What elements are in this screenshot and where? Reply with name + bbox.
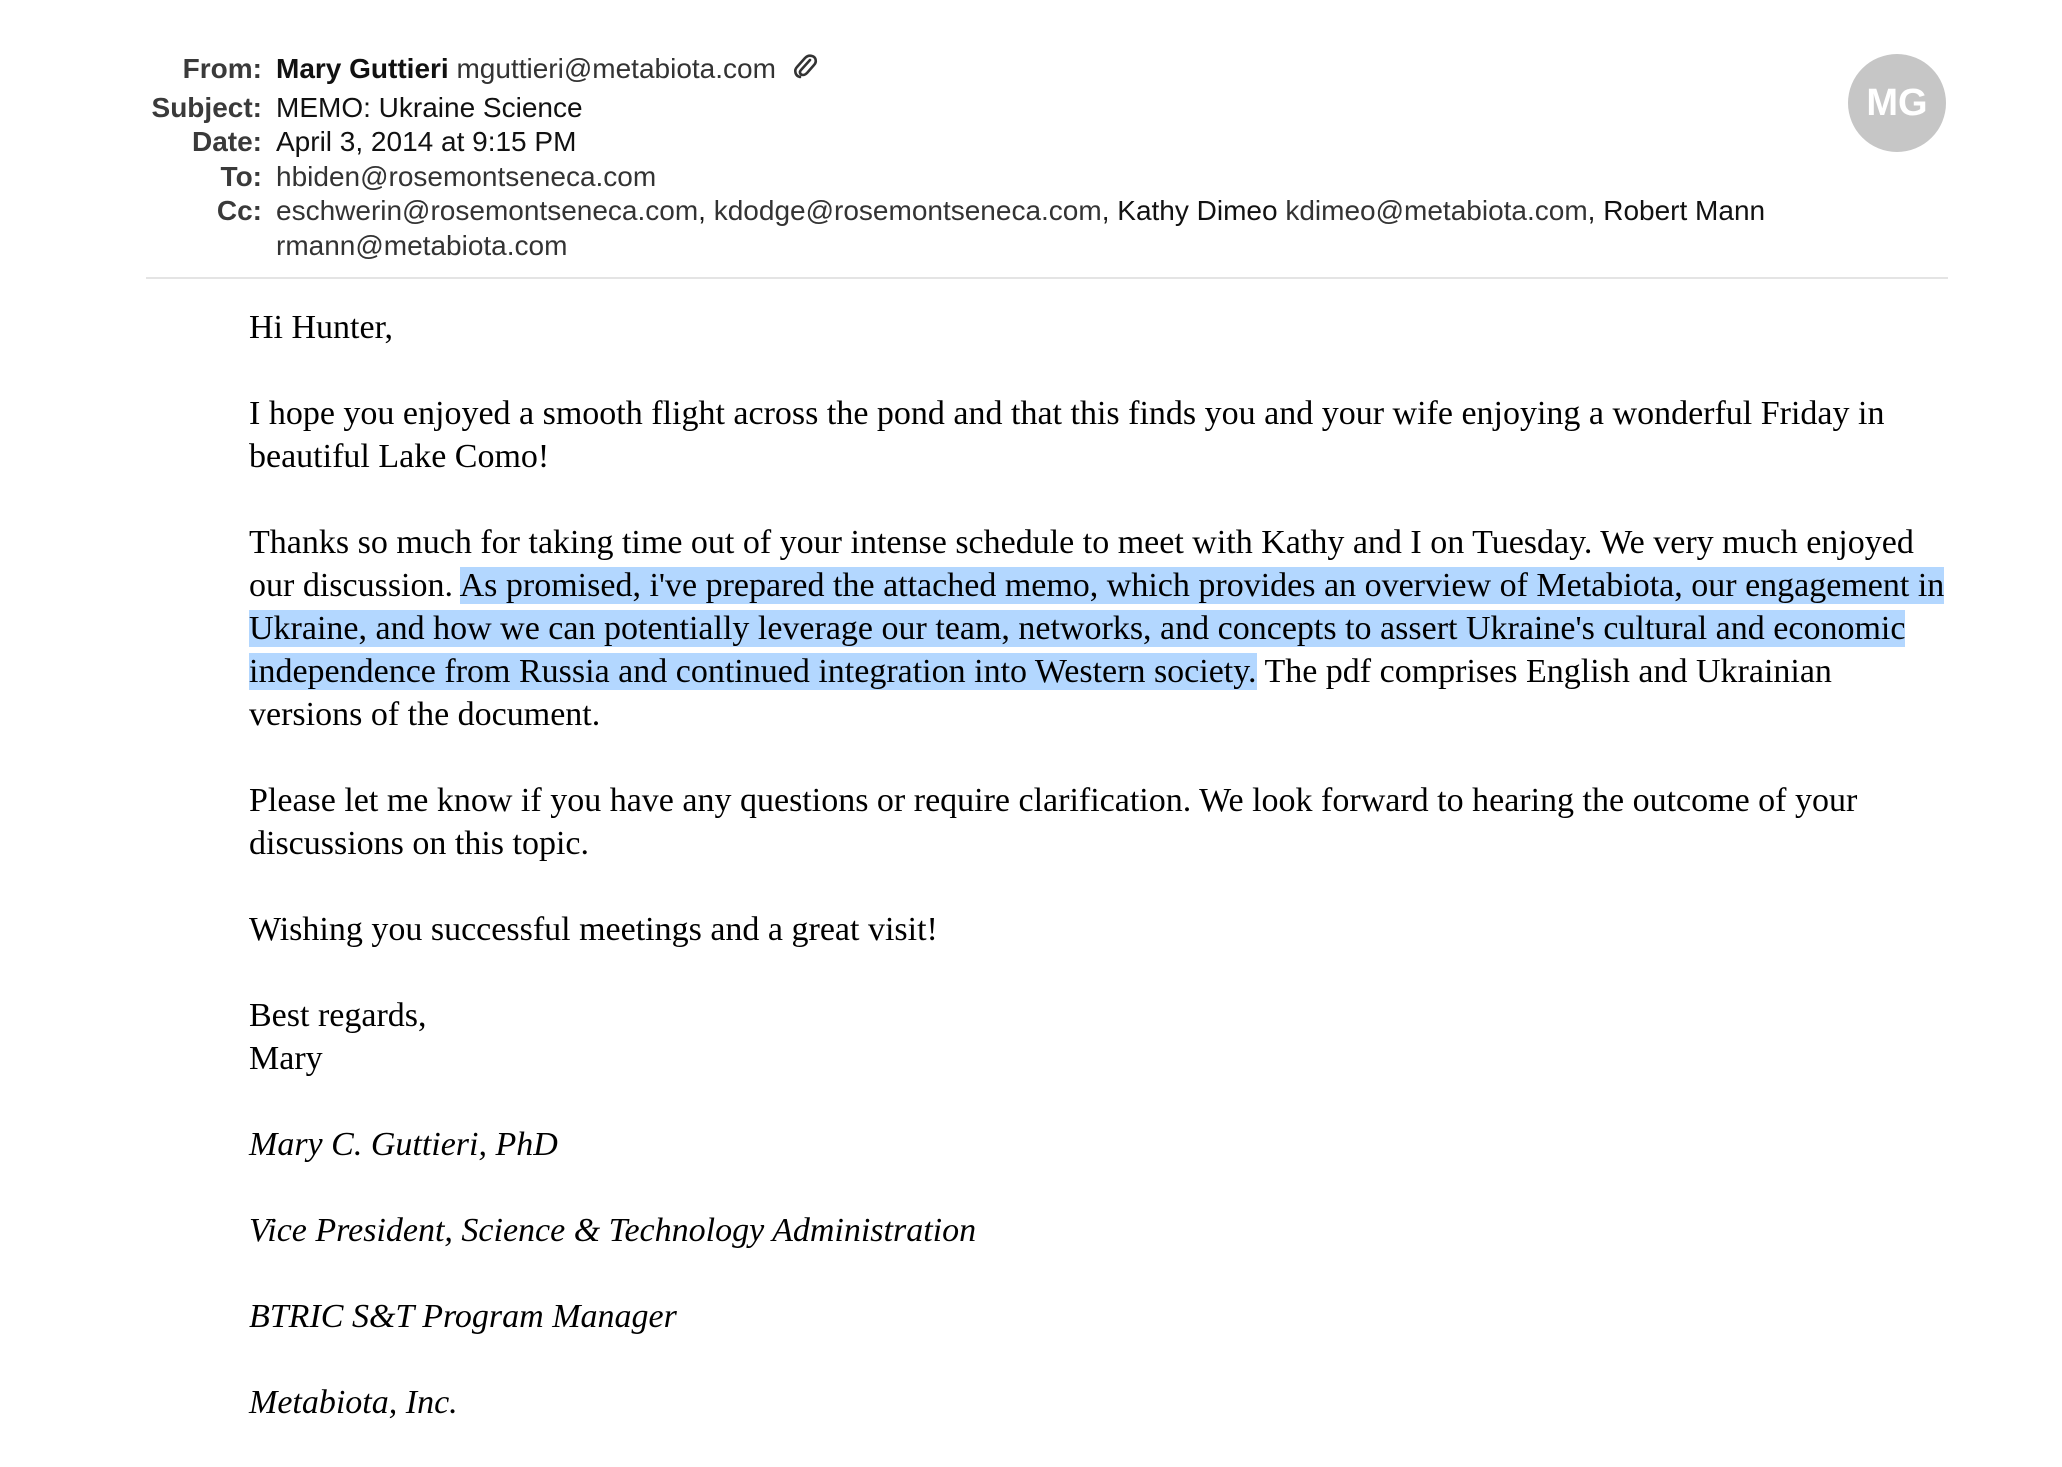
avatar: MG (1848, 54, 1946, 152)
sender-name[interactable]: Mary Guttieri (276, 53, 449, 84)
subject-row (0, 91, 1950, 126)
selected-text[interactable]: As promised, i've prepared the attached memo, which provides an overview of Metabiota, our engagement in Ukraine, and how we can potentially leverage our team, networks, and concepts to assert Ukraine's cultural and economic independence from Russia and continued integration into Western society. (249, 567, 1945, 690)
signature-line: Vice President, Science & Technology Administration (249, 1212, 977, 1249)
body-paragraph (249, 521, 1949, 736)
greeting: Hi Hunter, (249, 309, 394, 346)
closing-name: Mary (249, 1040, 323, 1077)
from-label: From: (182, 53, 262, 84)
subject-value: MEMO: Ukraine Science (276, 91, 583, 123)
from-row (0, 52, 1950, 91)
cc-list: eschwerin@rosemontseneca.com, kdodge@rosemontseneca.com, Kathy Dimeo kdimeo@metabiota.com, Robert Mann rmann@metabiota.com (276, 195, 1766, 261)
signature-line: Metabiota, Inc. (249, 1384, 458, 1421)
message-header (0, 52, 1950, 263)
cc-recipient-name[interactable]: Kathy Dimeo (1117, 195, 1278, 226)
paragraph-text: The pdf comprises English and Ukrainian versions of the document. (249, 653, 1832, 733)
cc-recipient-email[interactable]: eschwerin@rosemontseneca.com (276, 195, 699, 226)
sender-email[interactable]: mguttieri@metabiota.com (456, 53, 776, 84)
to-label: To: (220, 160, 262, 192)
cc-row (0, 194, 1950, 263)
to-recipient[interactable]: hbiden@rosemontseneca.com (276, 160, 657, 192)
signature-line: Mary C. Guttieri, PhD (249, 1126, 558, 1163)
closing-text: Best regards, (249, 997, 427, 1034)
date-row (0, 125, 1950, 160)
cc-recipient-name[interactable]: Robert Mann (1603, 195, 1766, 226)
body-paragraph: Wishing you successful meetings and a great visit! (249, 911, 938, 948)
closing (249, 994, 1949, 1080)
cc-recipient-email[interactable]: kdodge@rosemontseneca.com (713, 195, 1102, 226)
to-row (0, 160, 1950, 195)
date-label: Date: (191, 126, 262, 157)
paragraph-text: Thanks so much for taking time out of your intense schedule to meet with Kathy and I on Tuesday. We very much enjoyed our discussion. (249, 524, 1914, 604)
body-paragraph: I hope you enjoyed a smooth flight across the pond and that this finds you and your wife enjoying a wonderful Friday in beautiful Lake Como! (249, 395, 1885, 475)
cc-recipient-email[interactable]: rmann@metabiota.com (276, 229, 568, 261)
header-divider (146, 277, 1948, 279)
cc-recipient-email[interactable]: kdimeo@metabiota.com (1285, 195, 1588, 226)
signature-line: BTRIC S&T Program Manager (249, 1298, 677, 1335)
subject-label: Subject: (151, 91, 262, 123)
cc-label: Cc: (216, 195, 262, 226)
message-body (249, 306, 1949, 1467)
body-paragraph: Please let me know if you have any questions or require clarification. We look forward to hearing the outcome of your discussions on this topic. (249, 782, 1858, 862)
date-value: April 3, 2014 at 9:15 PM (276, 126, 577, 157)
paperclip-icon (792, 52, 818, 91)
